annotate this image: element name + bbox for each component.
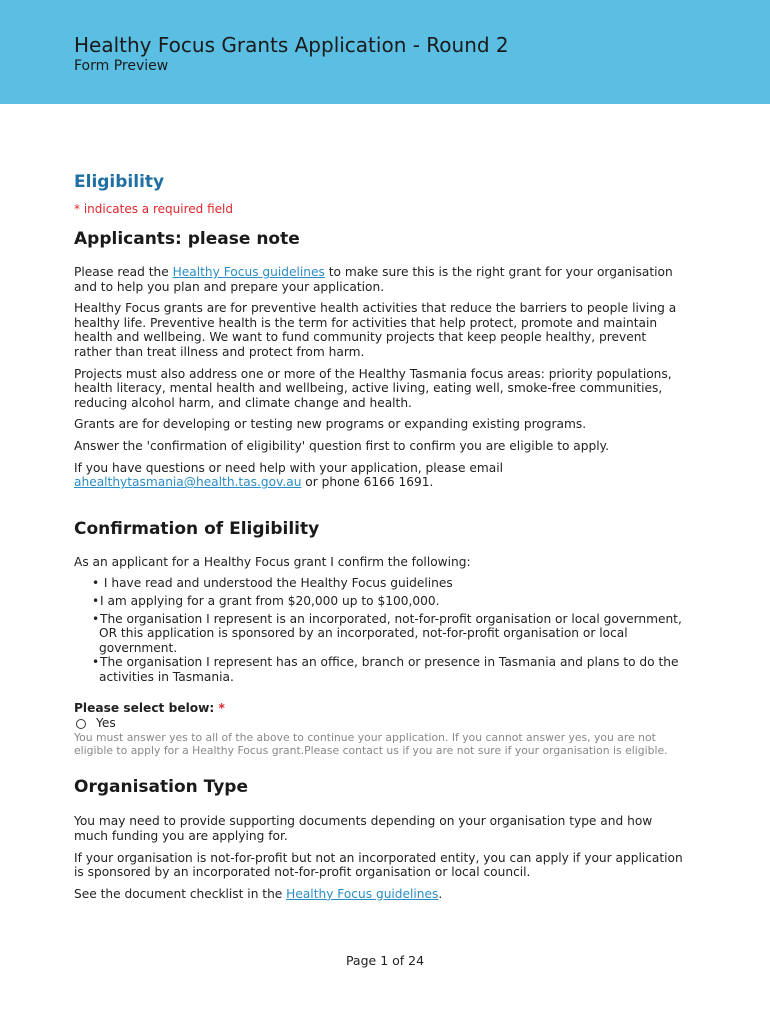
- bullet-icon: •: [92, 576, 100, 591]
- applicants-paragraph-1: [74, 265, 684, 294]
- confirmation-heading: Confirmation of Eligibility: [74, 518, 320, 539]
- guidelines-link-2[interactable]: Healthy Focus guidelines: [286, 886, 439, 901]
- list-item-text: I have read and understood the Healthy Focus guidelines: [100, 576, 453, 591]
- form-title: Healthy Focus Grants Application - Round 2: [74, 33, 509, 57]
- confirmation-list: [74, 576, 684, 684]
- organisation-type-heading: Organisation Type: [74, 777, 249, 798]
- radio-icon[interactable]: [76, 719, 86, 729]
- applicants-p1-text-end: to make sure this is the right grant for your organisation and to help you plan and prepare your application.: [74, 265, 673, 294]
- list-item-text: The organisation I represent is an incorporated, not-for-profit organisation or local government, OR this application is sponsored by an incorporated, not-for-profit organisation or local government.: [99, 611, 682, 655]
- confirmation-intro: As an applicant for a Healthy Focus grant I confirm the following:: [74, 554, 471, 569]
- eligibility-help-text: You must answer yes to all of the above to continue your application. If you cannot answer yes, you are not eligible to apply for a Healthy Focus grant.Please contact us if you are not sure if your organisation is eligible.: [74, 731, 668, 758]
- form-content: [74, 171, 684, 901]
- radio-label-yes: Yes: [96, 716, 116, 731]
- list-item: [74, 576, 684, 591]
- applicants-paragraph-4: Grants are for developing or testing new programs or expanding existing programs.: [74, 417, 587, 432]
- bullet-icon: •: [92, 593, 100, 608]
- list-item-text: I am applying for a grant from $20,000 up to $100,000.: [100, 593, 440, 608]
- applicants-paragraph-6: [74, 461, 684, 490]
- organisation-p3-text-end: .: [438, 886, 443, 901]
- eligibility-question-label: [74, 701, 684, 716]
- organisation-paragraph-2: If your organisation is not-for-profit but not an incorporated entity, you can apply if your application is sponsored by an incorporated not-for-profit organisation or local council.: [74, 850, 683, 880]
- list-item-text: The organisation I represent has an office, branch or presence in Tasmania and plans to do the activities in Tasmania.: [99, 655, 679, 684]
- applicants-p6-text-end: or phone 6166 1691.: [301, 475, 434, 490]
- list-item: [74, 612, 684, 656]
- applicants-paragraph-2: Healthy Focus grants are for preventive health activities that reduce the barriers to people living a healthy life. Preventive health is the term for activities that help protect, promote and maintain health and wellbeing. We want to fund community projects that keep people healthy, prevent rather than treat illness and protect from harm.: [74, 301, 677, 359]
- bullet-icon: •: [92, 655, 100, 670]
- form-subtitle: Form Preview: [74, 58, 169, 74]
- applicants-heading: Applicants: please note: [74, 229, 300, 249]
- organisation-p3-text: See the document checklist in the: [74, 886, 287, 901]
- organisation-paragraph-3: [74, 887, 684, 902]
- list-item: [74, 594, 684, 609]
- section-title-eligibility: Eligibility: [74, 172, 165, 192]
- question-label-text: Please select below:: [74, 701, 215, 716]
- radio-option-yes[interactable]: [74, 716, 684, 731]
- page-header: [0, 0, 770, 104]
- page-number: Page 1 of 24: [345, 953, 425, 968]
- applicants-paragraph-5: Answer the 'confirmation of eligibility' question first to confirm you are eligible to apply.: [74, 438, 609, 453]
- guidelines-link[interactable]: Healthy Focus guidelines: [172, 265, 325, 279]
- organisation-paragraph-1: You may need to provide supporting documents depending on your organisation type and how much funding you are applying for.: [74, 814, 653, 844]
- email-link[interactable]: ahealthytasmania@health.tas.gov.au: [74, 475, 302, 490]
- required-field-note: * indicates a required field: [74, 202, 233, 216]
- required-star: *: [218, 701, 225, 716]
- applicants-p1-text: Please read the: [74, 265, 173, 279]
- applicants-p6-text: If you have questions or need help with your application, please email: [74, 460, 503, 475]
- applicants-paragraph-3: Projects must also address one or more of the Healthy Tasmania focus areas: priority populations, health literacy, mental health and wellbeing, active living, eating well, smoke-free communities, reducing alcohol harm, and climate change and health.: [74, 366, 672, 410]
- list-item: [74, 655, 684, 684]
- bullet-icon: •: [92, 611, 100, 626]
